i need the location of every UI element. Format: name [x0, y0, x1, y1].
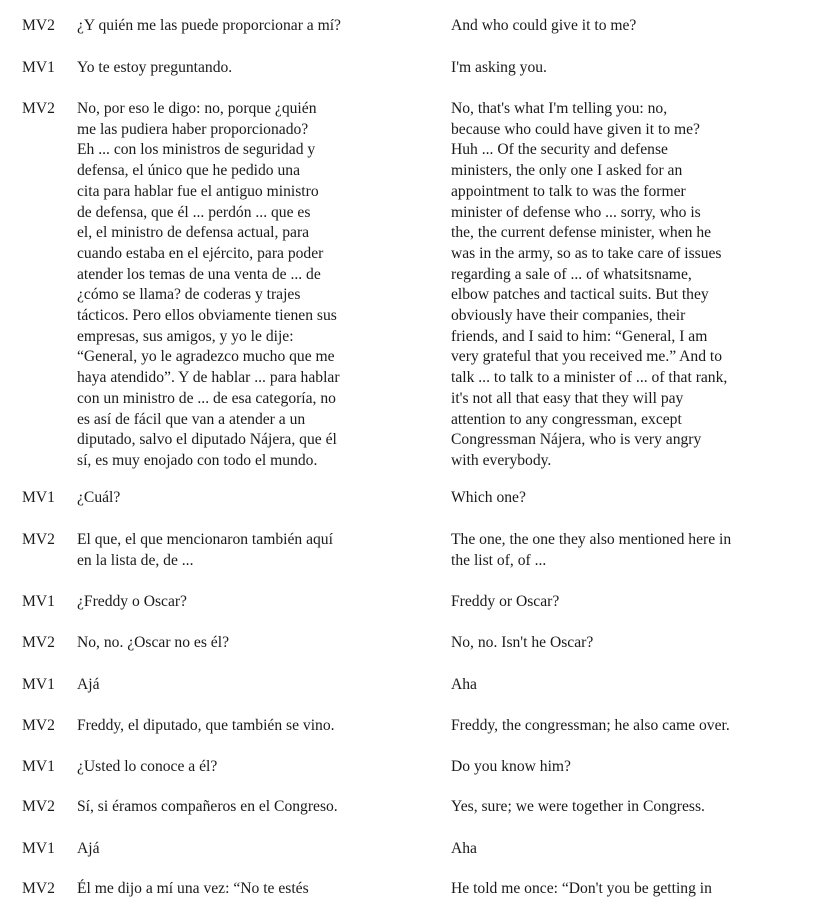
english-text [451, 488, 801, 509]
text-line: diputado, salvo el diputado Nájera, que él [77, 431, 337, 449]
text-line: tácticos. Pero ellos obviamente tienen sus [77, 307, 337, 325]
speaker-label: MV2 [22, 798, 55, 815]
text-line: Aha [451, 840, 477, 857]
spanish-text [77, 99, 417, 472]
text-line: because who could have given it to me? [451, 120, 700, 138]
text-line: Yo te estoy preguntando. [77, 59, 233, 76]
spanish-text [77, 592, 417, 613]
speaker-label: MV2 [22, 531, 55, 548]
speaker-label: MV1 [22, 593, 55, 610]
text-line: appointment to talk to was the former [451, 182, 686, 200]
text-line: minister of defense who ... sorry, who is [451, 203, 701, 221]
spanish-text [77, 879, 417, 900]
spanish-text [77, 530, 417, 571]
spanish-text [77, 839, 417, 860]
text-line: Aha [451, 676, 477, 693]
text-line: Freddy or Oscar? [451, 593, 560, 610]
text-line: No, no. ¿Oscar no es él? [77, 634, 229, 651]
text-line: “General, yo le agradezco mucho que me [77, 348, 335, 366]
text-line: very grateful that you received me.” And to [451, 348, 723, 366]
text-line: it's not all that easy that they will pay [451, 389, 684, 407]
text-line: Ajá [77, 676, 100, 693]
text-line: No, that's what I'm telling you: no, [451, 100, 668, 117]
spanish-text [77, 757, 417, 778]
text-line: ¿cómo se llama? de coderas y trajes [77, 286, 301, 304]
speaker-label: MV1 [22, 840, 55, 857]
english-text [451, 592, 801, 613]
speaker-label: MV1 [22, 489, 55, 506]
text-line: with everybody. [451, 451, 552, 469]
text-line: el, el ministro de defensa actual, para [77, 224, 310, 242]
text-line: the list of, of ... [451, 551, 547, 569]
text-line: Freddy, el diputado, que también se vino. [77, 717, 335, 734]
text-line: Huh ... Of the security and defense [451, 141, 668, 159]
text-line: attention to any congressman, except [451, 410, 682, 428]
text-line: elbow patches and tactical suits. But they [451, 286, 709, 304]
speaker-label: MV1 [22, 676, 55, 693]
english-text [451, 757, 801, 778]
text-line: Yes, sure; we were together in Congress. [451, 798, 705, 815]
text-line: Congressman Nájera, who is very angry [451, 431, 702, 449]
text-line: the, the current defense minister, when he [451, 224, 712, 242]
speaker-label: MV2 [22, 717, 55, 734]
spanish-text [77, 633, 417, 654]
english-text [451, 16, 801, 37]
speaker-label: MV1 [22, 59, 55, 76]
text-line: Él me dijo a mí una vez: “No te estés [77, 880, 309, 897]
text-line: ministers, the only one I asked for an [451, 162, 683, 180]
text-line: He told me once: “Don't you be getting in [451, 880, 712, 897]
english-text [451, 716, 801, 737]
english-text [451, 879, 801, 900]
text-line: ¿Y quién me las puede proporcionar a mí? [77, 17, 341, 34]
text-line: Ajá [77, 840, 100, 857]
text-line: friends, and I said to him: “General, I am [451, 327, 708, 345]
text-line: cuando estaba en el ejército, para poder [77, 244, 324, 262]
spanish-text [77, 488, 417, 509]
text-line: And who could give it to me? [451, 17, 637, 34]
english-text [451, 530, 801, 571]
english-text [451, 99, 801, 472]
english-text [451, 675, 801, 696]
text-line: No, no. Isn't he Oscar? [451, 634, 594, 651]
text-line: Sí, si éramos compañeros en el Congreso. [77, 798, 338, 815]
english-text [451, 797, 801, 818]
speaker-label: MV2 [22, 17, 55, 34]
text-line: de defensa, que él ... perdón ... que es [77, 203, 311, 221]
text-line: was in the army, so as to take care of issues [451, 244, 722, 262]
spanish-text [77, 797, 417, 818]
text-line: ¿Usted lo conoce a él? [77, 758, 218, 775]
text-line: atender los temas de una venta de ... de [77, 265, 321, 283]
speaker-label: MV2 [22, 634, 55, 651]
text-line: en la lista de, de ... [77, 551, 194, 569]
speaker-label: MV2 [22, 100, 55, 117]
text-line: Eh ... con los ministros de seguridad y [77, 141, 316, 159]
text-line: obviously have their companies, their [451, 307, 686, 325]
text-line: cita para hablar fue el antiguo ministro [77, 182, 319, 200]
text-line: es así de fácil que van a atender a un [77, 410, 306, 428]
spanish-text [77, 675, 417, 696]
text-line: No, por eso le digo: no, porque ¿quién [77, 100, 317, 117]
speaker-label: MV2 [22, 880, 55, 897]
text-line: ¿Cuál? [77, 489, 121, 506]
text-line: The one, the one they also mentioned here in [451, 531, 732, 548]
text-line: empresas, sus amigos, y yo le dije: [77, 327, 294, 345]
text-line: con un ministro de ... de esa categoría, no [77, 389, 336, 407]
text-line: haya atendido”. Y de hablar ... para hablar [77, 369, 340, 387]
text-line: defensa, el único que he pedido una [77, 162, 300, 180]
spanish-text [77, 16, 417, 37]
text-line: Freddy, the congressman; he also came over. [451, 717, 730, 734]
text-line: Do you know him? [451, 758, 571, 775]
english-text [451, 633, 801, 654]
speaker-label: MV1 [22, 758, 55, 775]
text-line: talk ... to talk to a minister of ... of that rank, [451, 369, 728, 387]
text-line: Which one? [451, 489, 526, 506]
text-line: sí, es muy enojado con todo el mundo. [77, 451, 318, 469]
english-text [451, 839, 801, 860]
text-line: ¿Freddy o Oscar? [77, 593, 187, 610]
english-text [451, 58, 801, 79]
text-line: regarding a sale of ... of whatsitsname, [451, 265, 692, 283]
text-line: me las pudiera haber proporcionado? [77, 120, 309, 138]
text-line: I'm asking you. [451, 59, 547, 76]
text-line: El que, el que mencionaron también aquí [77, 531, 333, 548]
spanish-text [77, 58, 417, 79]
spanish-text [77, 716, 417, 737]
